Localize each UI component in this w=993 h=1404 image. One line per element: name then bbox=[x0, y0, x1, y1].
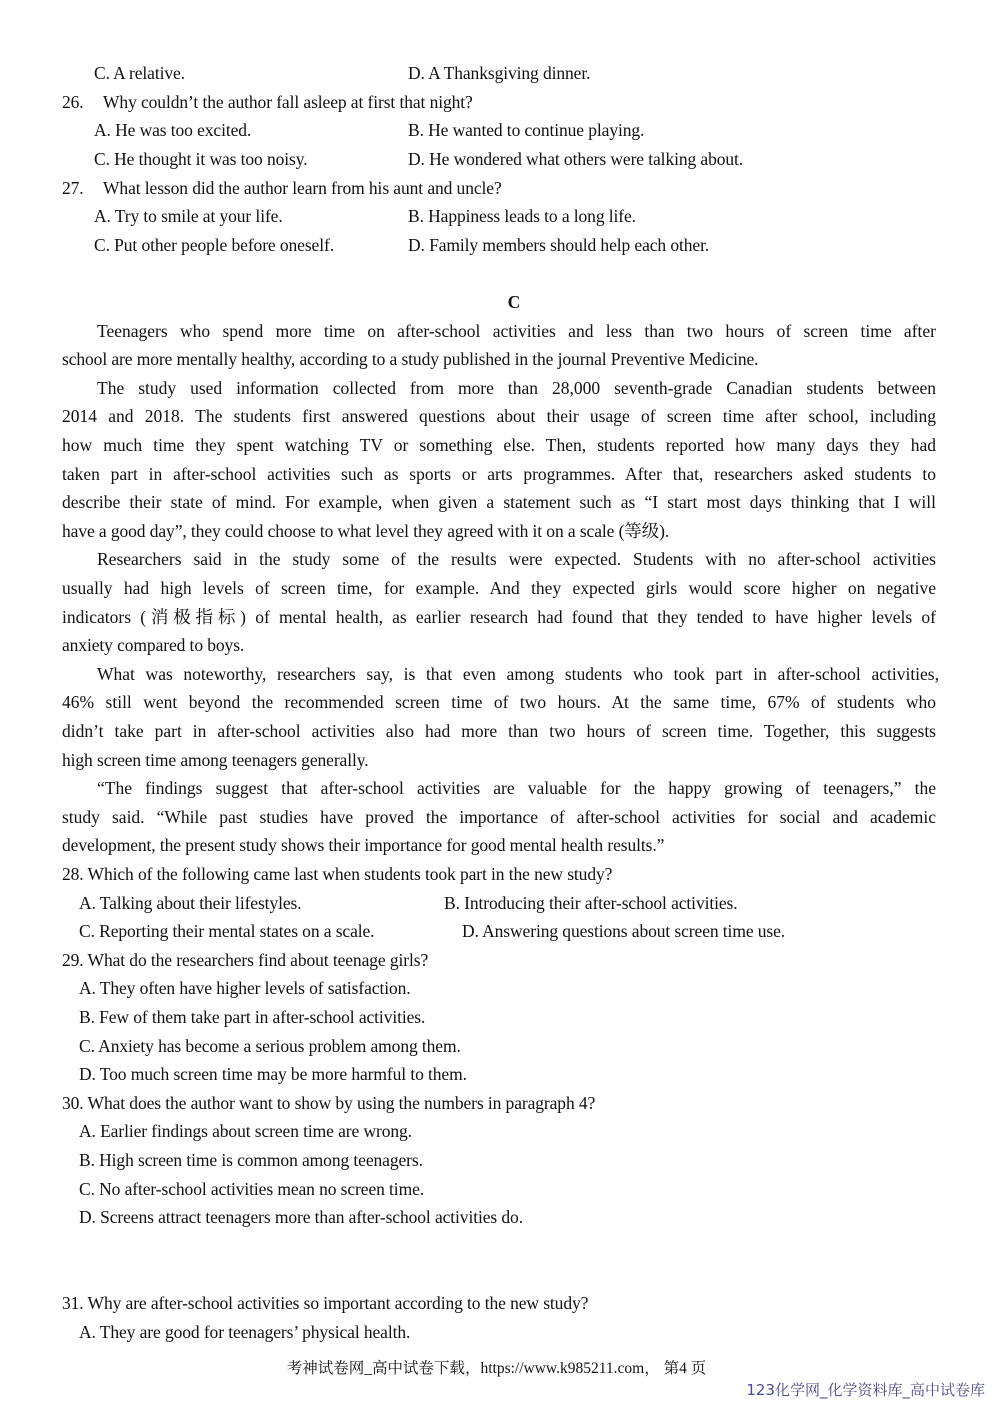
q29-stem: 29. What do the researchers find about teenage girls? bbox=[62, 950, 429, 970]
passage-line: The study used information collected from more than 28,000 seventh-grade Canadian students between bbox=[97, 378, 936, 398]
q30-option-c: C. No after-school activities mean no screen time. bbox=[79, 1179, 425, 1199]
passage-line: anxiety compared to boys. bbox=[62, 635, 245, 655]
passage-line: have a good day”, they could choose to what level they agreed with it on a scale (等级). bbox=[62, 521, 670, 541]
passage-line: Researchers said in the study some of the results were expected. Students with no after-school activities bbox=[97, 549, 936, 569]
passage-line: “The findings suggest that after-school activities are valuable for the happy growing of teenagers,” the bbox=[97, 778, 936, 798]
watermark: 123化学网_化学资料库_高中试卷库 bbox=[746, 1381, 985, 1399]
passage-line: What was noteworthy, researchers say, is that even among students who took part in after-school activities, bbox=[97, 664, 939, 684]
passage-line: describe their state of mind. For example, when given a statement such as “I start most days thinking that I will bbox=[62, 492, 936, 512]
q30-option-b: B. High screen time is common among teenagers. bbox=[79, 1150, 423, 1170]
passage-line: how much time they spent watching TV or something else. Then, students reported how many days they had bbox=[62, 435, 936, 455]
q25-option-c: C. A relative. bbox=[94, 63, 185, 83]
passage-line: taken part in after-school activities such as sports or arts programmes. After that, researchers asked students to bbox=[62, 464, 936, 484]
q29-option-c: C. Anxiety has become a serious problem among them. bbox=[79, 1036, 461, 1056]
q27-option-d: D. Family members should help each other. bbox=[408, 235, 710, 255]
q28-stem: 28. Which of the following came last when students took part in the new study? bbox=[62, 864, 613, 884]
q26-number: 26. bbox=[62, 92, 84, 112]
q26-option-a: A. He was too excited. bbox=[94, 120, 252, 140]
passage-line: development, the present study shows their importance for good mental health results.” bbox=[62, 835, 665, 855]
passage-line: indicators (消极指标) of mental health, as earlier research had found that they tended to have higher levels of bbox=[62, 607, 936, 627]
q28-option-a: A. Talking about their lifestyles. bbox=[79, 893, 302, 913]
q31-option-a: A. They are good for teenagers’ physical health. bbox=[79, 1322, 411, 1342]
passage-line: 46% still went beyond the recommended screen time of two hours. At the same time, 67% of students who bbox=[62, 692, 936, 712]
q28-option-c: C. Reporting their mental states on a scale. bbox=[79, 921, 375, 941]
q27-number: 27. bbox=[62, 178, 84, 198]
q31-stem: 31. Why are after-school activities so important according to the new study? bbox=[62, 1293, 589, 1313]
passage-line: usually had high levels of screen time, for example. And they expected girls would score higher on negative bbox=[62, 578, 936, 598]
q27-option-b: B. Happiness leads to a long life. bbox=[408, 206, 636, 226]
section-heading-c: C bbox=[507, 292, 521, 312]
passage-line: Teenagers who spend more time on after-school activities and less than two hours of screen time after bbox=[97, 321, 936, 341]
q26-option-b: B. He wanted to continue playing. bbox=[408, 120, 645, 140]
q26-stem: Why couldn’t the author fall asleep at first that night? bbox=[103, 92, 473, 112]
q28-option-d: D. Answering questions about screen time use. bbox=[462, 921, 786, 941]
q29-option-a: A. They often have higher levels of satisfaction. bbox=[79, 978, 411, 998]
q29-option-b: B. Few of them take part in after-school activities. bbox=[79, 1007, 426, 1027]
q27-option-a: A. Try to smile at your life. bbox=[94, 206, 283, 226]
q30-stem: 30. What does the author want to show by using the numbers in paragraph 4? bbox=[62, 1093, 596, 1113]
q29-option-d: D. Too much screen time may be more harmful to them. bbox=[79, 1064, 467, 1084]
passage-line: school are more mentally healthy, according to a study published in the journal Preventive Medicine. bbox=[62, 349, 759, 369]
q30-option-a: A. Earlier findings about screen time are wrong. bbox=[79, 1121, 412, 1141]
q26-option-c: C. He thought it was too noisy. bbox=[94, 149, 308, 169]
q30-option-d: D. Screens attract teenagers more than after-school activities do. bbox=[79, 1207, 523, 1227]
q27-stem: What lesson did the author learn from his aunt and uncle? bbox=[103, 178, 502, 198]
q28-option-b: B. Introducing their after-school activities. bbox=[444, 893, 738, 913]
passage-line: 2014 and 2018. The students first answered questions about their usage of screen time after school, including bbox=[62, 406, 936, 426]
passage-line: didn’t take part in after-school activities also had more than two hours of screen time. Together, this suggests bbox=[62, 721, 936, 741]
q27-option-c: C. Put other people before oneself. bbox=[94, 235, 334, 255]
q25-option-d: D. A Thanksgiving dinner. bbox=[408, 63, 591, 83]
passage-line: study said. “While past studies have proved the importance of after-school activities for social and academic bbox=[62, 807, 936, 827]
page-footer: 考神试卷网_高中试卷下载，https://www.k985211.com， 第4 页 bbox=[286, 1360, 707, 1377]
q26-option-d: D. He wondered what others were talking about. bbox=[408, 149, 744, 169]
passage-line: high screen time among teenagers generally. bbox=[62, 750, 369, 770]
